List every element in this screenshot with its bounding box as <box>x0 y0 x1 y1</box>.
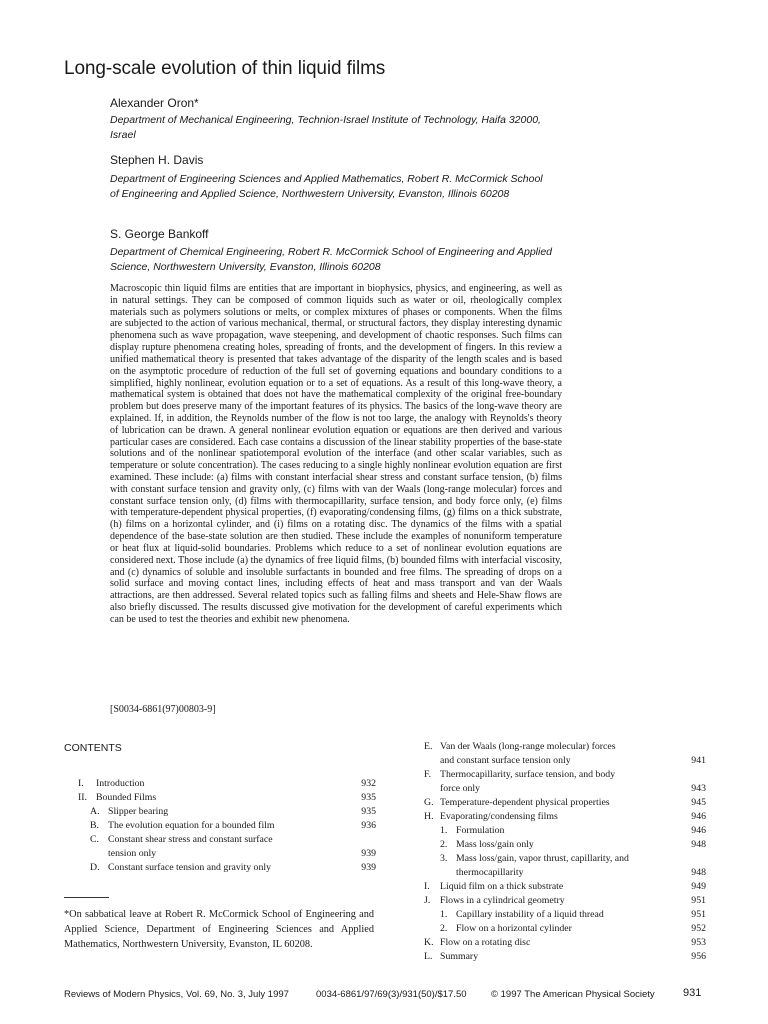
toc-entry-label: 3. <box>440 853 448 864</box>
article-title: Long-scale evolution of thin liquid films <box>64 58 386 79</box>
toc-entry-title: Mass loss/gain, vapor thrust, capillarity, and <box>456 853 629 864</box>
author-affiliation: Department of Chemical Engineering, Robert R. McCormick School of Engineering and Applied Science, Northwestern University, Evanston, Illinois 60208 <box>110 246 552 273</box>
toc-entry-title: Slipper bearing <box>108 806 169 817</box>
toc-entry-page: 943 <box>691 783 706 794</box>
toc-entry <box>424 922 706 936</box>
page-number: 931 <box>683 987 702 999</box>
toc-entry <box>424 950 706 964</box>
toc-entry-title: Summary <box>440 951 479 962</box>
toc-entry-page: 948 <box>691 867 706 878</box>
author-name: Stephen H. Davis <box>110 153 204 167</box>
toc-entry-page: 952 <box>691 923 706 934</box>
toc-entry-title: tension only <box>108 848 157 859</box>
toc-entry <box>64 819 376 833</box>
toc-entry-label: K. <box>424 937 434 948</box>
toc-entry-title: Mass loss/gain only <box>456 839 534 850</box>
toc-entry-page: 932 <box>361 778 376 789</box>
toc-entry-page: 935 <box>361 792 376 803</box>
toc-entry-label: D. <box>90 862 100 873</box>
toc-entry <box>424 754 706 768</box>
toc-entry-page: 956 <box>691 951 706 962</box>
toc-entry <box>424 796 706 810</box>
toc-entry-title: Introduction <box>96 778 145 789</box>
toc-entry-title: Van der Waals (long-range molecular) forces <box>440 741 616 752</box>
toc-entry <box>424 908 706 922</box>
toc-entry <box>64 861 376 875</box>
toc-entry <box>424 810 706 824</box>
toc-entry-title: Flow on a horizontal cylinder <box>456 923 572 934</box>
toc-entry <box>64 847 376 861</box>
abstract: Macroscopic thin liquid films are entities that are important in biophysics, physics, and engineering, as well as in natural settings. They can be composed of common liquids such as water or oil, rheologically complex materials such as polymers solutions or melts, or complex mixtures of phases or components. When the films are subjected to the action of various mechanical, thermal, or structural factors, they display interesting dynamic phenomena such as wave propagation, wave steepening, and development of chaotic responses. Such films can display rupture phenomena creating holes, spreading of fronts, and the development of fingers. In this review a unified mathematical theory is presented that takes advantage of the disparity of the length scales and is based on the asymptotic procedure of reduction of the full set of governing equations and boundary conditions to a simplified, highly nonlinear, evolution equation or to a set of equations. As a result of this long-wave theory, a mathematical system is obtained that does not have the mathematical complexity of the original free-boundary problem but does preserve many of the important features of its physics. The basics of the long-wave theory are explained. If, in addition, the Reynolds number of the flow is not too large, the analogy with Reynolds's theory of lubrication can be drawn. A general nonlinear evolution equation or equations are then derived and various particular cases are considered. Each case contains a discussion of the linear stability properties of the base-state solutions and of the nonlinear spatiotemporal evolution of the interface (and other scalar variables, such as temperature or solute concentration). The cases reducing to a single highly nonlinear evolution equation are first examined. These include: (a) films with constant interfacial shear stress and constant surface tension, (b) films with constant surface tension and gravity only, (c) films with van der Waals (long-range molecular) forces and constant surface tension only, (d) films with thermocapillarity, surface tension, and body force only, (e) films with temperature-dependent physical properties, (f) evaporating/condensing films, (g) films on a thick substrate, (h) films on a horizontal cylinder, and (i) films on a rotating disc. The dynamics of the films with a spatial dependence of the base-state solution are then studied. These include the examples of nonuniform temperature or heat flux at liquid-solid boundaries. Problems which reduce to a set of nonlinear evolution equations are considered next. Those include (a) the dynamics of free liquid films, (b) bounded films with interfacial viscosity, and (c) dynamics of soluble and insoluble surfactants in bounded and free films. The spreading of drops on a solid surface and moving contact lines, including effects of heat and mass transport and van der Waals attractions, are then addressed. Several related topics such as falling films and sheets and Hele-Shaw flows are also briefly discussed. The results discussed give motivation for the development of careful experiments which can be used to test the theories and exhibit new phenomena. <box>110 283 562 625</box>
toc-entry <box>64 777 376 791</box>
toc-entry-page: 949 <box>691 881 706 892</box>
toc-entry-label: F. <box>424 769 432 780</box>
toc-entry-page: 951 <box>691 909 706 920</box>
toc-entry-page: 936 <box>361 820 376 831</box>
author-affiliation: Department of Mechanical Engineering, Technion-Israel Institute of Technology, Haifa 32000, Israel <box>110 114 541 141</box>
toc-entry <box>64 805 376 819</box>
toc-entry-page: 935 <box>361 806 376 817</box>
toc-entry-title: Formulation <box>456 825 505 836</box>
toc-entry-label: E. <box>424 741 433 752</box>
toc-entry-page: 941 <box>691 755 706 766</box>
author-name: Alexander Oron* <box>110 96 199 110</box>
toc-entry-label: 2. <box>440 839 448 850</box>
toc-entry-page: 946 <box>691 825 706 836</box>
toc-entry-label: 1. <box>440 825 448 836</box>
toc-entry-page: 939 <box>361 848 376 859</box>
footnote-rule <box>64 897 109 898</box>
toc-entry-page: 945 <box>691 797 706 808</box>
toc-entry-title: Liquid film on a thick substrate <box>440 881 564 892</box>
toc-entry-page: 948 <box>691 839 706 850</box>
contents-heading: CONTENTS <box>64 742 122 754</box>
toc-entry <box>424 894 706 908</box>
toc-entry-title: Constant shear stress and constant surface <box>108 834 273 845</box>
toc-entry-title: Evaporating/condensing films <box>440 811 558 822</box>
toc-entry-page: 953 <box>691 937 706 948</box>
toc-left-column <box>64 777 376 875</box>
toc-entry-label: 2. <box>440 923 448 934</box>
toc-entry-label: I. <box>424 881 430 892</box>
toc-entry-label: I. <box>78 778 84 789</box>
toc-entry-page: 946 <box>691 811 706 822</box>
toc-entry <box>424 838 706 852</box>
toc-entry <box>424 880 706 894</box>
toc-entry <box>64 791 376 805</box>
toc-entry-title: and constant surface tension only <box>440 755 571 766</box>
toc-entry-title: Constant surface tension and gravity only <box>108 862 271 873</box>
toc-entry-title: Bounded Films <box>96 792 157 803</box>
toc-entry-label: L. <box>424 951 433 962</box>
toc-entry-title: force only <box>440 783 480 794</box>
toc-entry <box>424 824 706 838</box>
toc-entry-label: C. <box>90 834 99 845</box>
toc-entry <box>424 936 706 950</box>
toc-entry-label: B. <box>90 820 99 831</box>
toc-entry-page: 951 <box>691 895 706 906</box>
doi-code: [S0034-6861(97)00803-9] <box>110 704 216 715</box>
toc-entry-title: Temperature-dependent physical properties <box>440 797 610 808</box>
author-affiliation: Department of Engineering Sciences and Applied Mathematics, Robert R. McCormick School of Engineering and Applied Science, Northwestern University, Evanston, Illinois 60208 <box>110 173 543 200</box>
toc-entry-label: H. <box>424 811 434 822</box>
toc-right-column <box>424 740 706 964</box>
toc-entry <box>424 852 706 866</box>
toc-entry-title: The evolution equation for a bounded film <box>108 820 275 831</box>
toc-entry-title: Flow on a rotating disc <box>440 937 531 948</box>
toc-entry-title: Capillary instability of a liquid thread <box>456 909 604 920</box>
toc-entry <box>424 768 706 782</box>
toc-entry-label: II. <box>78 792 87 803</box>
footnote: *On sabbatical leave at Robert R. McCormick School of Engineering and Applied Science, Department of Engineering Sciences and Applied Mathematics, Northwestern University, Evanston, IL 60208. <box>64 909 374 950</box>
toc-entry-label: 1. <box>440 909 448 920</box>
footer-code: 0034-6861/97/69(3)/931(50)/$17.50 <box>316 989 467 1000</box>
toc-entry <box>424 782 706 796</box>
toc-entry-label: A. <box>90 806 100 817</box>
toc-entry-title: thermocapillarity <box>456 867 524 878</box>
toc-entry <box>424 740 706 754</box>
toc-entry-title: Flows in a cylindrical geometry <box>440 895 565 906</box>
author-name: S. George Bankoff <box>110 227 209 241</box>
footer-copyright: © 1997 The American Physical Society <box>491 989 655 1000</box>
toc-entry-title: Thermocapillarity, surface tension, and body <box>440 769 616 780</box>
toc-entry-label: J. <box>424 895 431 906</box>
toc-entry <box>64 833 376 847</box>
toc-entry-page: 939 <box>361 862 376 873</box>
footer-journal: Reviews of Modern Physics, Vol. 69, No. 3, July 1997 <box>64 989 289 1000</box>
toc-entry-label: G. <box>424 797 434 808</box>
toc-entry <box>424 866 706 880</box>
